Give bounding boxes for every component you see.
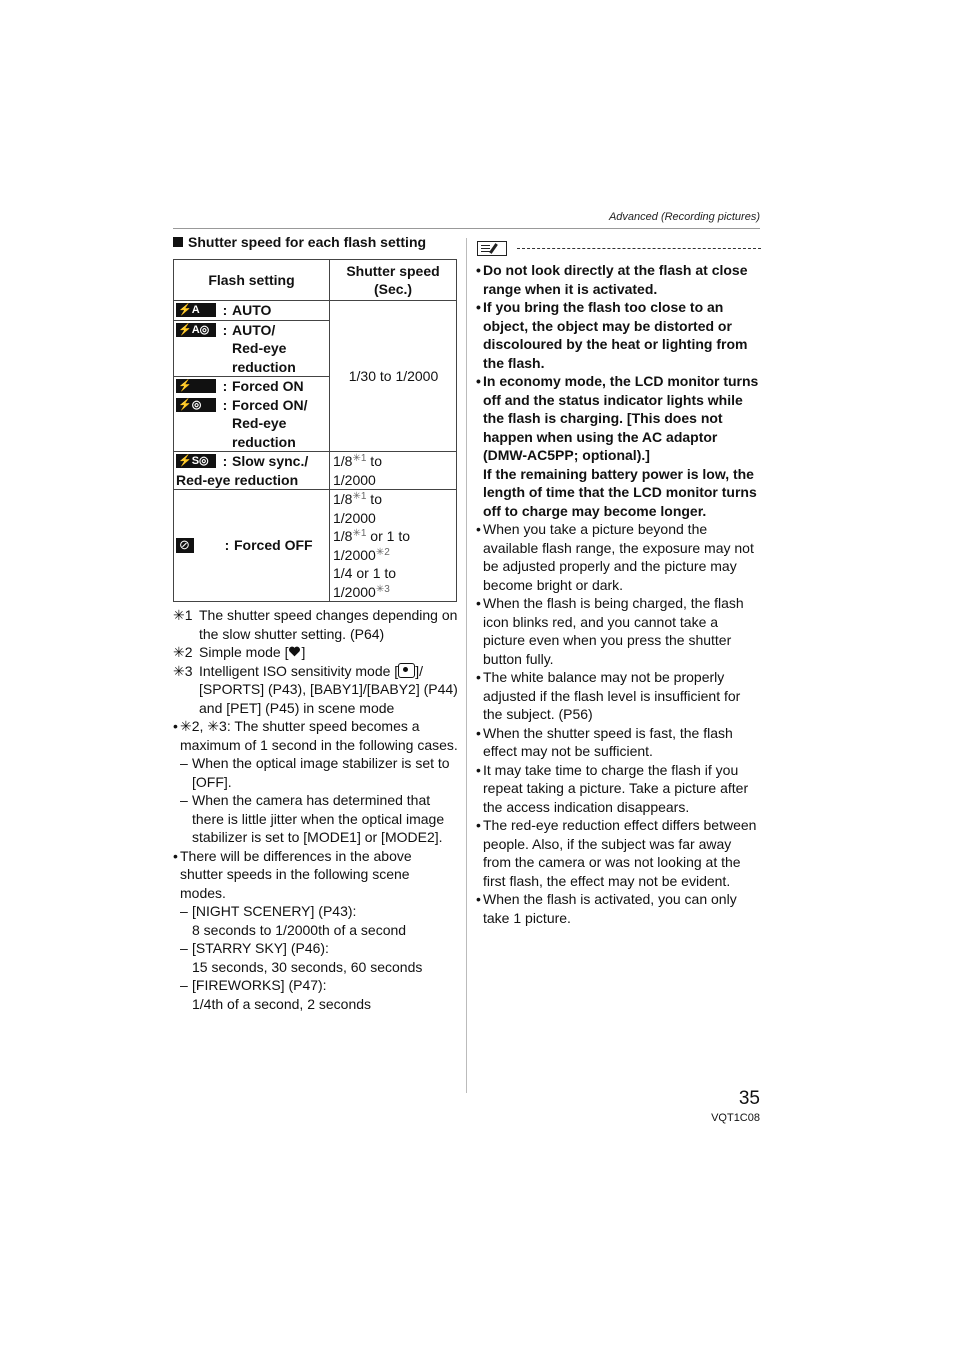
right-column [476,237,761,927]
row-slow-sync: ⚡S◎ : Slow sync./ Red-eye reduction [174,452,330,490]
list-subitem: 15 seconds, 30 seconds, 60 seconds [192,958,423,975]
row-forced-off: ⊘ : Forced OFF [174,490,330,602]
flash-slow-sync-icon: ⚡S◎ [176,454,216,468]
row-forced-on: ⚡ : Forced ON [174,377,330,396]
footnote-1: ✳1 The shutter speed changes depending on the slow shutter setting. (P64) [173,607,458,642]
flash-speed-table [173,259,457,602]
flash-forced-on-icon: ⚡ [176,379,216,393]
list-item: • In economy mode, the LCD monitor turns off and the status indicator lights while the flash is charging. [This does not happen when using the AC adaptor (DMW-AC5PP; optional).] If the remaining battery power is low, the length of time that the LCD monitor turns off to charge may become longer. [476,373,759,519]
flash-off-icon [176,538,194,553]
section-header: Advanced (Recording pictures) [608,211,760,223]
list-item: • When you take a picture beyond the available flash range, the exposure may not be adjusted properly and the picture may become bright or dark. [476,521,754,593]
row-auto: ⚡A : AUTO [174,301,330,321]
col-header-flash: Flash setting [174,260,330,301]
footnote-2: ✳2 Simple mode [ ] [173,644,306,660]
page-number: 35 [738,1088,760,1109]
list-item: – [FIREWORKS] (P47): [180,977,327,993]
flash-forced-redeye-icon: ⚡◎ [176,398,216,412]
list-item: • If you bring the flash too close to an object, the object may be distorted or discoloured by the heat or lighting from the flash. [476,299,748,371]
list-item: • The white balance may not be properly adjusted if the flash level is insufficient for the subject. (P56) [476,669,741,722]
list-item: – When the camera has determined that there is little jitter when the optical image stabilizer is set to [MODE1] or [MODE2]. [180,792,445,845]
list-item: – [STARRY SKY] (P46): [180,940,329,956]
flash-auto-redeye-icon: ⚡A◎ [176,323,216,337]
list-item: • There will be differences in the above shutter speeds in the following scene modes. [173,847,412,901]
heart-icon [288,645,301,658]
speed-slow: $1/8^{✳1}$ to 1/2000 [330,452,457,490]
flash-auto-icon: ⚡A [176,303,216,317]
list-item: • When the flash is being charged, the flash icon blinks red, and you cannot take a picture even when you press the shutter button fully. [476,595,744,667]
section-title: Shutter speed for each flash setting [173,233,458,259]
row-forced-redeye: ⚡◎ : Forced ON/ Red-eye reduction [174,396,330,452]
footnote-3: ✳3 Intelligent ISO sensitivity mode [ ]/ [SPORTS] (P43), [BABY1]/[BABY2] (P44) and [PET] (P45) in scene mode [173,662,458,716]
document-code: VQT1C08 [711,1112,760,1124]
list-item: • It may take time to charge the flash if you repeat taking a picture. Take a picture after the access indication disappears. [476,761,749,815]
list-item: – When the optical image stabilizer is set to [OFF]. [180,755,450,790]
list-item: • The red-eye reduction effect differs between people. Also, if the subject was far away from the camera or was not looking at the first flash, the effect may not be evident. [476,817,757,889]
memo-dashed-rule [517,248,761,249]
list-item: – [NIGHT SCENERY] (P43): [180,903,357,919]
column-divider [466,238,467,1093]
speed-main: 1/30 to 1/2000 [330,301,457,452]
list-item: • When the shutter speed is fast, the flash effect may not be sufficient. [476,724,733,759]
speed-off: $1/8^{✳1}$ to 1/2000 $1/8^{✳1}$ or 1 to $1/2000^{✳2}$ 1/4 or 1 to $1/2000^{✳3}$ [330,490,457,602]
left-column [173,233,458,1013]
list-item: • Do not look directly at the flash at close range when it is activated. [476,262,748,297]
list-subitem: 1/4th of a second, 2 seconds [192,995,372,1012]
intelligent-iso-icon [398,663,415,678]
row-auto-redeye: ⚡A◎ : AUTO/ Red-eye reduction [174,320,330,377]
list-item: • ✳2, ✳3: The shutter speed becomes a maximum of 1 second in the following cases. [173,718,458,753]
list-subitem: 8 seconds to 1/2000th of a second [192,921,407,938]
memo-header [476,237,761,259]
header-rule [173,228,760,229]
memo-note-icon [477,241,507,256]
square-bullet-icon [173,237,183,247]
list-item: • When the flash is activated, you can only take 1 picture. [476,891,737,926]
col-header-speed: Shutter speed (Sec.) [330,260,457,301]
